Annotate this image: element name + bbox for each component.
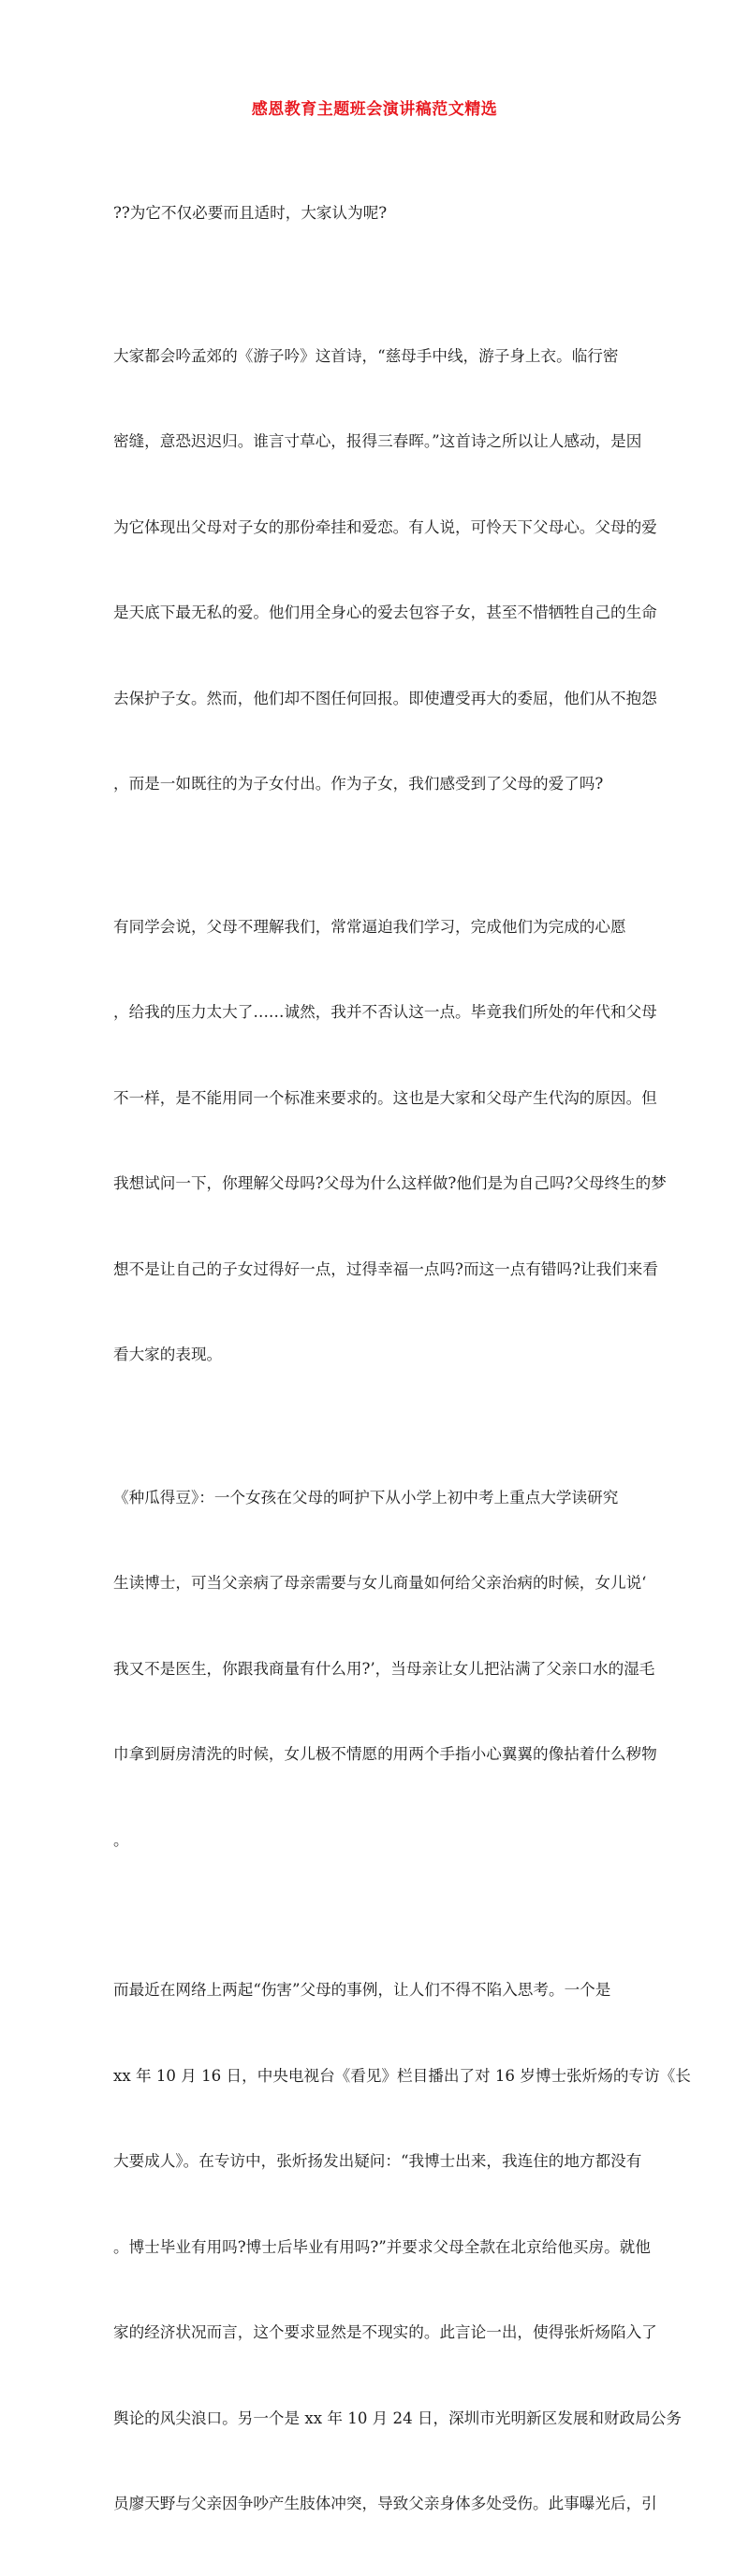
paragraph-students — [113, 856, 667, 1427]
text-line: 大要成人》。在专访中，张炘扬发出疑问：“我博士出来，我连住的地方都没有 — [113, 2152, 642, 2170]
paragraph-spacer — [113, 1912, 638, 1919]
text-line: 密缝，意恐迟迟归。谁言寸草心，报得三春晖。”这首诗之所以让人感动，是因 — [113, 432, 642, 450]
paragraph-cases — [113, 1919, 691, 2576]
text-line: 。 — [113, 1830, 129, 1849]
paragraph-youziyin — [113, 285, 657, 856]
text-line: 去保护子女。然而，他们却不图任何回报。即使遭受再大的委屈，他们从不抱怨 — [113, 689, 657, 707]
text-line: 看大家的表现。 — [113, 1346, 223, 1363]
text-line: 员廖天野与父亲因争吵产生肢体冲突，导致父亲身体多处受伤。此事曝光后，引 — [113, 2495, 657, 2512]
text-line: 大家都会吟孟郊的《游子吟》这首诗，“慈母手中线，游子身上衣。临行密 — [113, 346, 619, 365]
text-line: 。博士毕业有用吗?博士后毕业有用吗?”并要求父母全款在北京给他买房。就他 — [113, 2237, 651, 2256]
paragraph-story — [113, 1427, 657, 1913]
text-line: ，给我的压力太大了……诚然，我并不否认这一点。毕竟我们所处的年代和父母 — [113, 1003, 657, 1021]
text-line: xx 年 10 月 16 日，中央电视台《看见》栏目播出了对 16 岁博士张炘炀的专访《长 — [113, 2066, 691, 2085]
text-line: ??为它不仅必要而且适时，大家认为呢? — [113, 204, 388, 222]
document-body — [113, 142, 691, 2576]
text-line: 我想试问一下，你理解父母吗?父母为什么这样做?他们是为自己吗?父母终生的梦 — [113, 1174, 667, 1192]
text-line: 巾拿到厨房清洗的时候，女儿极不情愿的用两个手指小心翼翼的像拈着什么秽物 — [113, 1745, 657, 1763]
text-line: 不一样，是不能用同一个标准来要求的。这也是大家和父母产生代沟的原因。但 — [113, 1088, 657, 1107]
text-line: 为它体现出父母对子女的那份牵挂和爱恋。有人说，可怜天下父母心。父母的爱 — [113, 517, 657, 536]
document-title: 感恩教育主题班会演讲稿范文精选 — [251, 100, 498, 119]
text-line: ，而是一如既往的为子女付出。作为子女，我们感受到了父母的爱了吗? — [113, 775, 604, 793]
text-line: 舆论的风尖浪口。另一个是 xx 年 10 月 24 日，深圳市光明新区发展和财政局公务 — [113, 2409, 682, 2427]
paragraph-intro — [113, 142, 638, 285]
text-line: 生读博士，可当父亲病了母亲需要与女儿商量如何给父亲治病的时候，女儿说‘ — [113, 1574, 647, 1592]
text-line: 是天底下最无私的爱。他们用全身心的爱去包容子女，甚至不惜牺牲自己的生命 — [113, 604, 657, 621]
text-line: 想不是让自己的子女过得好一点，过得幸福一点吗?而这一点有错吗?让我们来看 — [113, 1259, 658, 1278]
text-line: 而最近在网络上两起“伤害”父母的事例，让人们不得不陷入思考。一个是 — [113, 1981, 611, 1999]
text-line: 有同学会说，父母不理解我们，常常逼迫我们学习，完成他们为完成的心愿 — [113, 917, 626, 936]
text-line: 《种瓜得豆》：一个女孩在父母的呵护下从小学上初中考上重点大学读研究 — [113, 1488, 619, 1506]
text-line: 我又不是医生，你跟我商量有什么用?’，当母亲让女儿把沾满了父亲口水的湿毛 — [113, 1659, 655, 1678]
text-line: 家的经济状况而言，这个要求显然是不现实的。此言论一出，使得张炘炀陷入了 — [113, 2323, 657, 2341]
